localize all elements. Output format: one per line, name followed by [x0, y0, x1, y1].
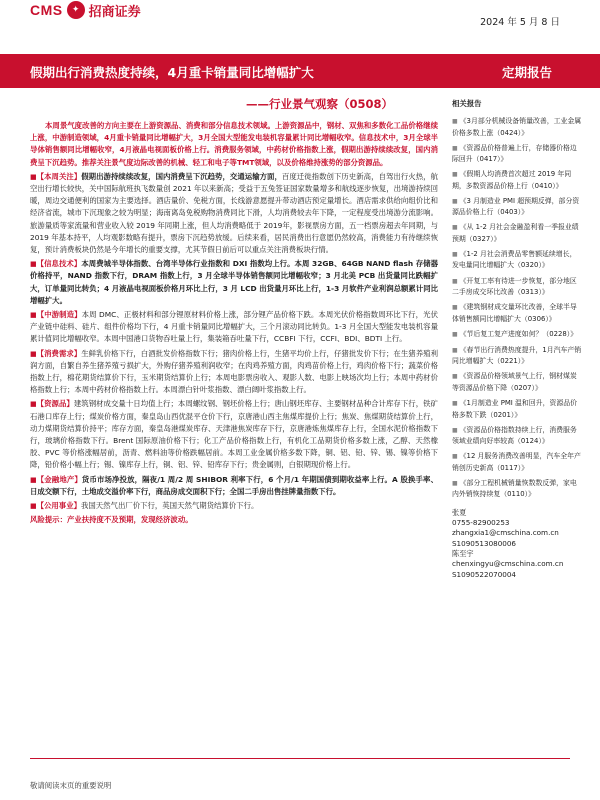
square-bullet-icon: ■: [30, 400, 37, 409]
square-bullet-icon: ■: [30, 311, 37, 320]
section-focus-head: 【本周关注】: [36, 171, 82, 181]
square-bullet-icon: ■: [452, 250, 458, 258]
related-report-item[interactable]: ■ 《春节出行消费热度提升，1月汽车产销同比增幅扩大（0221）》: [452, 345, 582, 366]
report-date: 2024 年 5 月 8 日: [480, 17, 560, 28]
logo-mark-icon: ✦: [67, 1, 85, 19]
square-bullet-icon: ■: [30, 172, 37, 181]
section-focus-body: 百度迁徙指数创下历史新高，自驾出行火热，航空出行增长较快，关中国际航班执飞数量创 2021 年以来新高；受益于五兔签证国家数量增多和航线逐步恢复，出境游持续回暖，周边交通便利的国家为主要选择。酒店量价、免税方面，长线游意愿提升带动酒店预定量增长。酒店需求供给向组价比和经济省流，城市下沉现象之较为明显；海南离岛免税购物消费同比下滑，人均消费较去年下降，一定程度受出境游分流影响。旅游量质等家流量和营业收入较 2019 年同期上涨，但人均消费略低于 2019年，影视票房方面，五一档票房超去年同期，与 2019 年基本持平，人均观影数略有提升，票房下沉趋势放缓。后续来看，居民消费出行意愿仍然较高，消费能力有待继续恢复，预计消费板块仍然是今年增长的重要支撑，尤其节假日前后可以重点关注消费板块行情。: [30, 171, 438, 255]
square-bullet-icon: ■: [452, 426, 458, 434]
section-fin-body: 货币市场净投放，隔夜/1 周/2 周 SHIBOR 利率下行，6 个月/1 年期国债到期收益率上行。A 股换手率、日成交额下行，土地成交溢价率下行，商品房成交面积下行；全国二手房出售挂牌量指数下行。: [30, 474, 438, 496]
report-title: 假期出行消费热度持续，4月重卡销量同比增幅扩大: [30, 65, 314, 80]
analyst-name: 陈至宇: [452, 549, 474, 558]
section-fin-head: 【金融地产】: [36, 474, 82, 484]
square-bullet-icon: ■: [452, 224, 458, 232]
related-report-item[interactable]: ■ 《节后复工复产进度如何？（0228）》: [452, 329, 578, 338]
square-bullet-icon: ■: [452, 400, 458, 408]
report-subtitle: ——行业景气观察（0508）: [246, 97, 394, 111]
square-bullet-icon: ■: [452, 453, 458, 461]
square-bullet-icon: ■: [452, 171, 458, 179]
square-bullet-icon: ■: [30, 502, 37, 511]
related-report-item[interactable]: ■ 《12 月服务消费改善明显，汽车全年产销创历史新高（0117）》: [452, 452, 581, 472]
related-report-item[interactable]: ■ 《1-2 月社会消费品零售额延续增长，发电量同比增幅扩大（0320）》: [452, 249, 577, 270]
section-risk: [30, 514, 438, 526]
square-bullet-icon: ■: [452, 144, 458, 152]
risk-warning: 风险提示：产业扶持度不及预期，发现经济波动。: [30, 515, 193, 525]
related-report-item[interactable]: ■ 《1月制造业 PMI 温和回升，资源品价格多数下跌（0201）》: [452, 399, 578, 419]
company-logo: [30, 0, 141, 20]
page-header: [0, 0, 600, 36]
related-report-item[interactable]: ■ 《资源品价格领域景气上行，钢材煤炭等资源品价格下降（0207）》: [452, 372, 577, 392]
analyst-info: [452, 508, 582, 580]
related-report-item[interactable]: ■ 《建筑钢材成交量环比改善，全球半导体销售额同比增幅扩大（0306）》: [452, 303, 577, 323]
related-report-item[interactable]: ■ 《开复工率有待进一步恢复，部分地区二手房成交环比改善（0313）》: [452, 276, 577, 297]
logo-text: CMS: [30, 2, 63, 18]
section-pub-body: 我国天然气出厂价下行，英国天然气期货结算价下行。: [80, 501, 259, 511]
footer-note: 敬请阅读末页的重要说明: [30, 781, 112, 790]
square-bullet-icon: ■: [452, 277, 458, 285]
analyst-email[interactable]: zhangxia1@cmschina.com.cn: [452, 528, 559, 538]
related-report-item[interactable]: ■ 《资源品价格指数持续上行，消费服务领域业绩向好率较高（0124）》: [452, 425, 577, 446]
title-banner: [0, 54, 600, 88]
section-focus: [30, 171, 438, 256]
square-bullet-icon: ■: [452, 373, 458, 381]
section-fin: [30, 474, 438, 498]
section-focus-lead: 假期出游持续续改复，国内消费呈下沉趋势，交通运输方面，: [81, 171, 282, 181]
summary-paragraph: 本周景气度改善的方向主要在上游资源品、消费和部分信息技术领域。上游资源品中，钢材、双焦和多数化工品价格继续上涨，中游制造领域，4月重卡销量同比增幅扩大，3月全国大型能发电装机容量累计同比增幅收窄。信息技术中，3月全球半导体销售额同比增幅收窄，4月液晶电视面板价格上行。消费服务领域，中药材价格指数上涨，假期出游持续续改复，国内消费呈下沉趋势。推荐关注景气度边际改善的机械、轻工和电子等TMT领域，以及价格维持涨势的部分资源品。: [30, 121, 438, 167]
section-cons-body: 生鲜乳价格下行，白酒批发价格指数下行；猪肉价格上行，生猪平均价上行，仔猪批发价下行；在生猪养殖利润方面，自繁自养生猪养殖亏损扩大，外购仔猪养殖利润收窄；在肉鸡养殖方面，肉鸡苗价格上行，鸡肉价格下行；蔬菜价格指数上行，棉花期货结算价下行，玉米期货结算价上行；本周电影票房收入、观影人数、电影上映场次均上行；本周中药材价格指数上行；本周中药材价格指数上行。本周漂白针叶浆指数、漂白阔叶浆指数上行。: [30, 348, 438, 395]
section-res-body: 建筑钢材成交量十日均值上行；本周螺纹钢、钢坯价格上行；唐山钢坯库存、主要钢材品种合计库存下行，铁矿石港口库存上行；煤炭价格方面，秦皇岛山西优混平仓价下行，京唐港山西主焦煤库提价上行；焦炭、焦煤期货结算价上行，动力煤期货结算价持平；库存方面，秦皇岛港煤炭库存、天津港焦炭库存下行，京唐港炼焦煤库存上行，全国水泥价格指数下行，玻璃价格指数下行。Brent 国际原油价格下行；化工产品价格指数上行，有机化工品期货价格多数上涨，乙醇、天然橡胶、PVC 等价格涨幅居前，沥青、燃料油等价格跌幅居前。本周工业金属价格多数下降，铜、铝、铅、锌、锡、镍等价格下降，铅价格小幅上行；锡、镍库存上行，铜、铝、锌、铅库存下行；贵金属则，白银期现价格上行。: [30, 399, 438, 470]
logo-cn-text: 招商证券: [88, 4, 141, 20]
section-info-body: 本周费城半导体指数、台湾半导体行业指数和 DXI 指数均上行。本周 32GB、64GB NAND flash 存储器价格持平，NAND 指数下行，DRAM 指数上行，3 月全球半导体销售额同比增幅收窄；3 月北美 PCB 出货量同比跌幅扩大，订单量同比转负；4 月液晶电视面板价格月环比上行，3 月 LCD 出货量月环比上行，1-3 月软件产业利润总额累计同比增幅扩大。: [30, 259, 438, 305]
section-pub: [30, 500, 438, 512]
square-bullet-icon: ■: [30, 260, 37, 269]
square-bullet-icon: ■: [30, 475, 37, 484]
square-bullet-icon: ■: [452, 330, 458, 338]
analyst-license: S1090513080006: [452, 538, 517, 548]
section-cons-head: 【消费需求】: [36, 348, 82, 358]
section-mid-head: 【中游制造】: [36, 310, 82, 320]
square-bullet-icon: ■: [30, 349, 37, 358]
section-res: [30, 398, 438, 471]
related-report-item[interactable]: ■ 《部分工程机械销量恢数数反弹，家电内外销恢持续复（0110）》: [452, 478, 577, 499]
section-info-head: 【信息技术】: [36, 259, 82, 269]
square-bullet-icon: ■: [452, 304, 458, 312]
square-bullet-icon: ■: [452, 118, 458, 125]
analyst-license: S1090522070004: [452, 569, 517, 579]
related-report-item[interactable]: ■ 《3 月制造业 PMI 超预期反弹，部分资源品价格上行（0403）》: [452, 196, 580, 217]
square-bullet-icon: ■: [452, 197, 458, 205]
section-mid-body: 本周 DMC、正极材料和部分锂原材料价格上涨，部分锂产品价格下跌。本周光伏价格指数周环比下行，光伏产业链中硅料、硅片、组件价格均下行，4 月重卡销量同比增幅扩大，三个月滚动同比转负。1-3 月全国大型能发电装机容量累计值同比增幅收窄。本周中国港口货物吞吐量上行，集装箱吞吐量下行，CCBFI 下行，CCFI、BDI、BDTI 上行。: [30, 310, 438, 344]
section-info: [30, 258, 438, 307]
related-report-item[interactable]: ■ 《资源品价格普遍上行，存储器价格边际回升（0417）》: [452, 143, 577, 164]
section-mid: [30, 309, 438, 346]
footer-divider: [30, 758, 570, 759]
related-report-item[interactable]: ■ 《从 1-2 月社会金融盈利看一季报业绩预期（0327）》: [452, 223, 579, 243]
analyst-phone: 0755-82900253: [452, 518, 510, 528]
section-cons: [30, 348, 438, 397]
analyst-email[interactable]: chenxingyu@cmschina.com.cn: [452, 559, 564, 569]
related-report-item[interactable]: ■ 《3月部分机械设备销量改善，工业金属价格多数上涨（0424）》: [452, 117, 582, 137]
report-type-tag: 定期报告: [501, 65, 552, 80]
main-content: [30, 120, 438, 527]
square-bullet-icon: ■: [452, 479, 458, 487]
analyst-name: 张夏: [452, 507, 467, 517]
square-bullet-icon: ■: [452, 346, 458, 354]
sidebar: [452, 98, 582, 580]
related-report-item[interactable]: ■ 《假期人均消费首次超过 2019 年同期，多数资源品价格上行（0410）》: [452, 170, 572, 190]
section-res-head: 【资源品】: [36, 399, 74, 409]
related-reports-head: 相关报告: [452, 99, 482, 108]
section-pub-head: 【公用事业】: [36, 501, 81, 511]
